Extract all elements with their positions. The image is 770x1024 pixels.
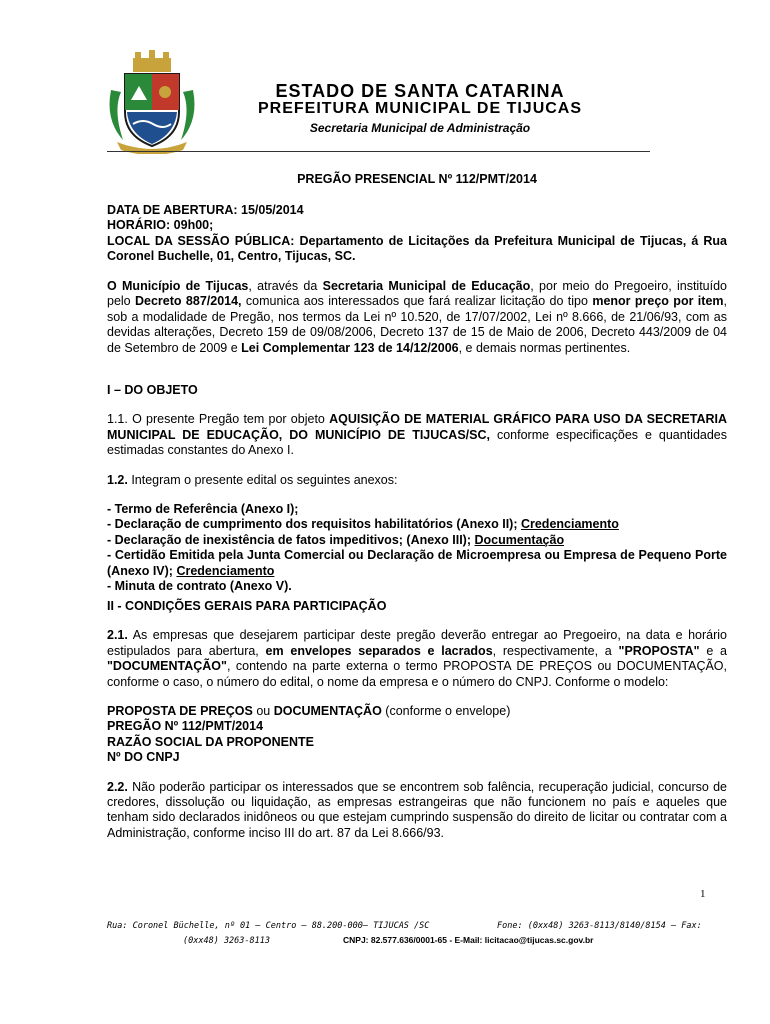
paragraph-number: 1.2. <box>107 472 128 487</box>
paragraph-text: conforme especificações e quantidades estimadas constantes do Anexo I. <box>107 427 728 458</box>
header-state: ESTADO DE SANTA CATARINA <box>275 81 565 101</box>
page-number: 1 <box>700 888 706 900</box>
paragraph-number: 2.2. <box>107 779 128 794</box>
envelope-text: (conforme o envelope) <box>381 704 511 719</box>
paragraph-text: 1.1. O presente Pregão tem por objeto <box>107 412 330 427</box>
paragraph-text: , respectivamente, a <box>492 643 619 658</box>
list-item-tag: Documentação <box>474 532 565 547</box>
envelope-model <box>107 704 727 766</box>
envelope-line: PREGÃO Nº 112/PMT/2014 <box>107 719 264 734</box>
list-item: - Minuta de contrato (Anexo V). <box>107 579 292 594</box>
section-1 <box>107 383 727 488</box>
opening-info <box>107 203 727 265</box>
section-heading: I – DO OBJETO <box>107 383 198 397</box>
paragraph-text: em envelopes separados e lacrados <box>265 643 493 658</box>
header-secretariat: Secretaria Municipal de Administração <box>309 121 531 135</box>
envelope-text: ou <box>252 704 274 719</box>
envelope-line: RAZÃO SOCIAL DA PROPONENTE <box>107 734 314 749</box>
intro-text: comunica aos interessados que fará realizar licitação do tipo <box>241 294 593 309</box>
footer-line-2 <box>107 935 727 946</box>
opening-time: HORÁRIO: 09h00; <box>107 218 214 233</box>
envelope-text: DOCUMENTAÇÃO <box>273 704 382 719</box>
envelope-line <box>107 704 727 719</box>
section-heading: II - CONDIÇÕES GERAIS PARA PARTICIPAÇÃO <box>107 599 387 613</box>
list-item-text: - Declaração de inexistência de fatos impeditivos; (Anexo III); <box>107 532 475 547</box>
annex-list <box>107 502 727 594</box>
list-item-text: - Certidão Emitida pela Junta Comercial ou Declaração de Microempresa ou Empresa de Pequeno Porte (Anexo IV); <box>107 548 727 578</box>
paragraph-text: "PROPOSTA" <box>618 643 700 658</box>
paragraph-text: "DOCUMENTAÇÃO" <box>107 659 227 674</box>
list-item-tag: Credenciamento <box>520 517 619 532</box>
intro-text: Decreto 887/2014, <box>135 294 242 309</box>
section-2 <box>107 599 727 841</box>
envelope-line: Nº DO CNPJ <box>107 750 180 765</box>
paragraph-1-1 <box>107 412 727 458</box>
paragraph-text: Integram o presente edital os seguintes anexos: <box>127 472 398 487</box>
paragraph-1-2 <box>107 473 727 488</box>
intro-text: , por meio do Pregoeiro, instituído pelo <box>107 279 727 309</box>
list-item <box>107 533 727 548</box>
paragraph-text: e a <box>699 643 727 658</box>
document-title: PREGÃO PRESENCIAL Nº 112/PMT/2014 <box>297 172 537 186</box>
footer-fax: (0xx48) 3263-8113 <box>183 936 270 946</box>
list-item-tag: Credenciamento <box>176 563 275 578</box>
paragraph-text: , contendo na parte externa o termo PROPOSTA DE PREÇOS ou DOCUMENTAÇÃO, conforme o caso, o número do edital, o nome da empresa e o número do CNPJ. Conforme o modelo: <box>107 659 727 689</box>
municipal-coat-of-arms-icon <box>103 50 201 154</box>
header-divider <box>107 151 650 152</box>
footer-address: Rua: Coronel Büchelle, nº 01 – Centro – 88.200-000– TIJUCAS /SC <box>107 921 430 931</box>
paragraph-2-1 <box>107 628 727 690</box>
envelope-text: PROPOSTA DE PREÇOS <box>107 704 253 719</box>
footer-line-1 <box>107 921 727 931</box>
intro-text: Lei Complementar 123 de 14/12/2006 <box>241 340 459 355</box>
list-item: - Termo de Referência (Anexo I); <box>107 502 299 516</box>
intro-text: O Município de Tijucas <box>107 279 249 293</box>
paragraph-text: Não poderão participar os interessados que se encontrem sob falência, recuperação judicial, concurso de credores, dissolução ou liquidação, as empresas estrangeiras que não funcionem no país e aqueles que tenham sido declarados inidôneos ou que estejam cumprindo suspensão do direito de licitar ou contratar com a Administração, conforme inciso III do art. 87 da Lei 8.666/93. <box>107 779 727 840</box>
list-item <box>107 517 727 532</box>
paragraph-text: AQUISIÇÃO DE MATERIAL GRÁFICO PARA USO DA SECRETARIA MUNICIPAL DE EDUCAÇÃO, DO MUNICÍPIO DE TIJUCAS/SC, <box>107 412 727 442</box>
intro-text: , e demais normas pertinentes. <box>458 340 631 355</box>
opening-place: LOCAL DA SESSÃO PÚBLICA: Departamento de Licitações da Prefeitura Municipal de Tijucas, á Rua Coronel Buchelle, 01, Centro, Tijucas, SC. <box>107 233 727 264</box>
intro-paragraph <box>107 279 727 356</box>
paragraph-number: 2.1. <box>107 628 128 643</box>
footer-phone: Fone: (0xx48) 3263-8113/8140/8154 – Fax: <box>497 921 702 931</box>
intro-text: Secretaria Municipal de Educação <box>322 279 531 293</box>
intro-text: menor preço por item <box>592 294 724 309</box>
paragraph-text: As empresas que desejarem participar deste pregão deverão entregar ao Pregoeiro, na data e horário estipulados para abertura, <box>107 628 727 658</box>
header-city-hall: PREFEITURA MUNICIPAL DE TIJUCAS <box>257 100 583 117</box>
opening-date: DATA DE ABERTURA: 15/05/2014 <box>107 203 304 217</box>
list-item <box>107 548 727 579</box>
list-item-text: - Declaração de cumprimento dos requisitos habilitatórios (Anexo II); <box>107 517 521 532</box>
footer-cnpj-email: CNPJ: 82.577.636/0001-65 - E-Mail: licitacao@tijucas.sc.gov.br <box>343 935 594 945</box>
intro-text: , sob a modalidade de Pregão, nos termos da Lei nº 10.520, de 17/07/2002, Lei nº 8.666, de 21/06/93, com as devidas alterações, Decreto 159 de 09/08/2006, Decreto 137 de 15 de Maio de 2006, Decreto 443/2009 de 04 de Setembro de 2009 e <box>107 294 727 355</box>
intro-text: , através da <box>248 279 323 293</box>
paragraph-2-2 <box>107 780 727 842</box>
